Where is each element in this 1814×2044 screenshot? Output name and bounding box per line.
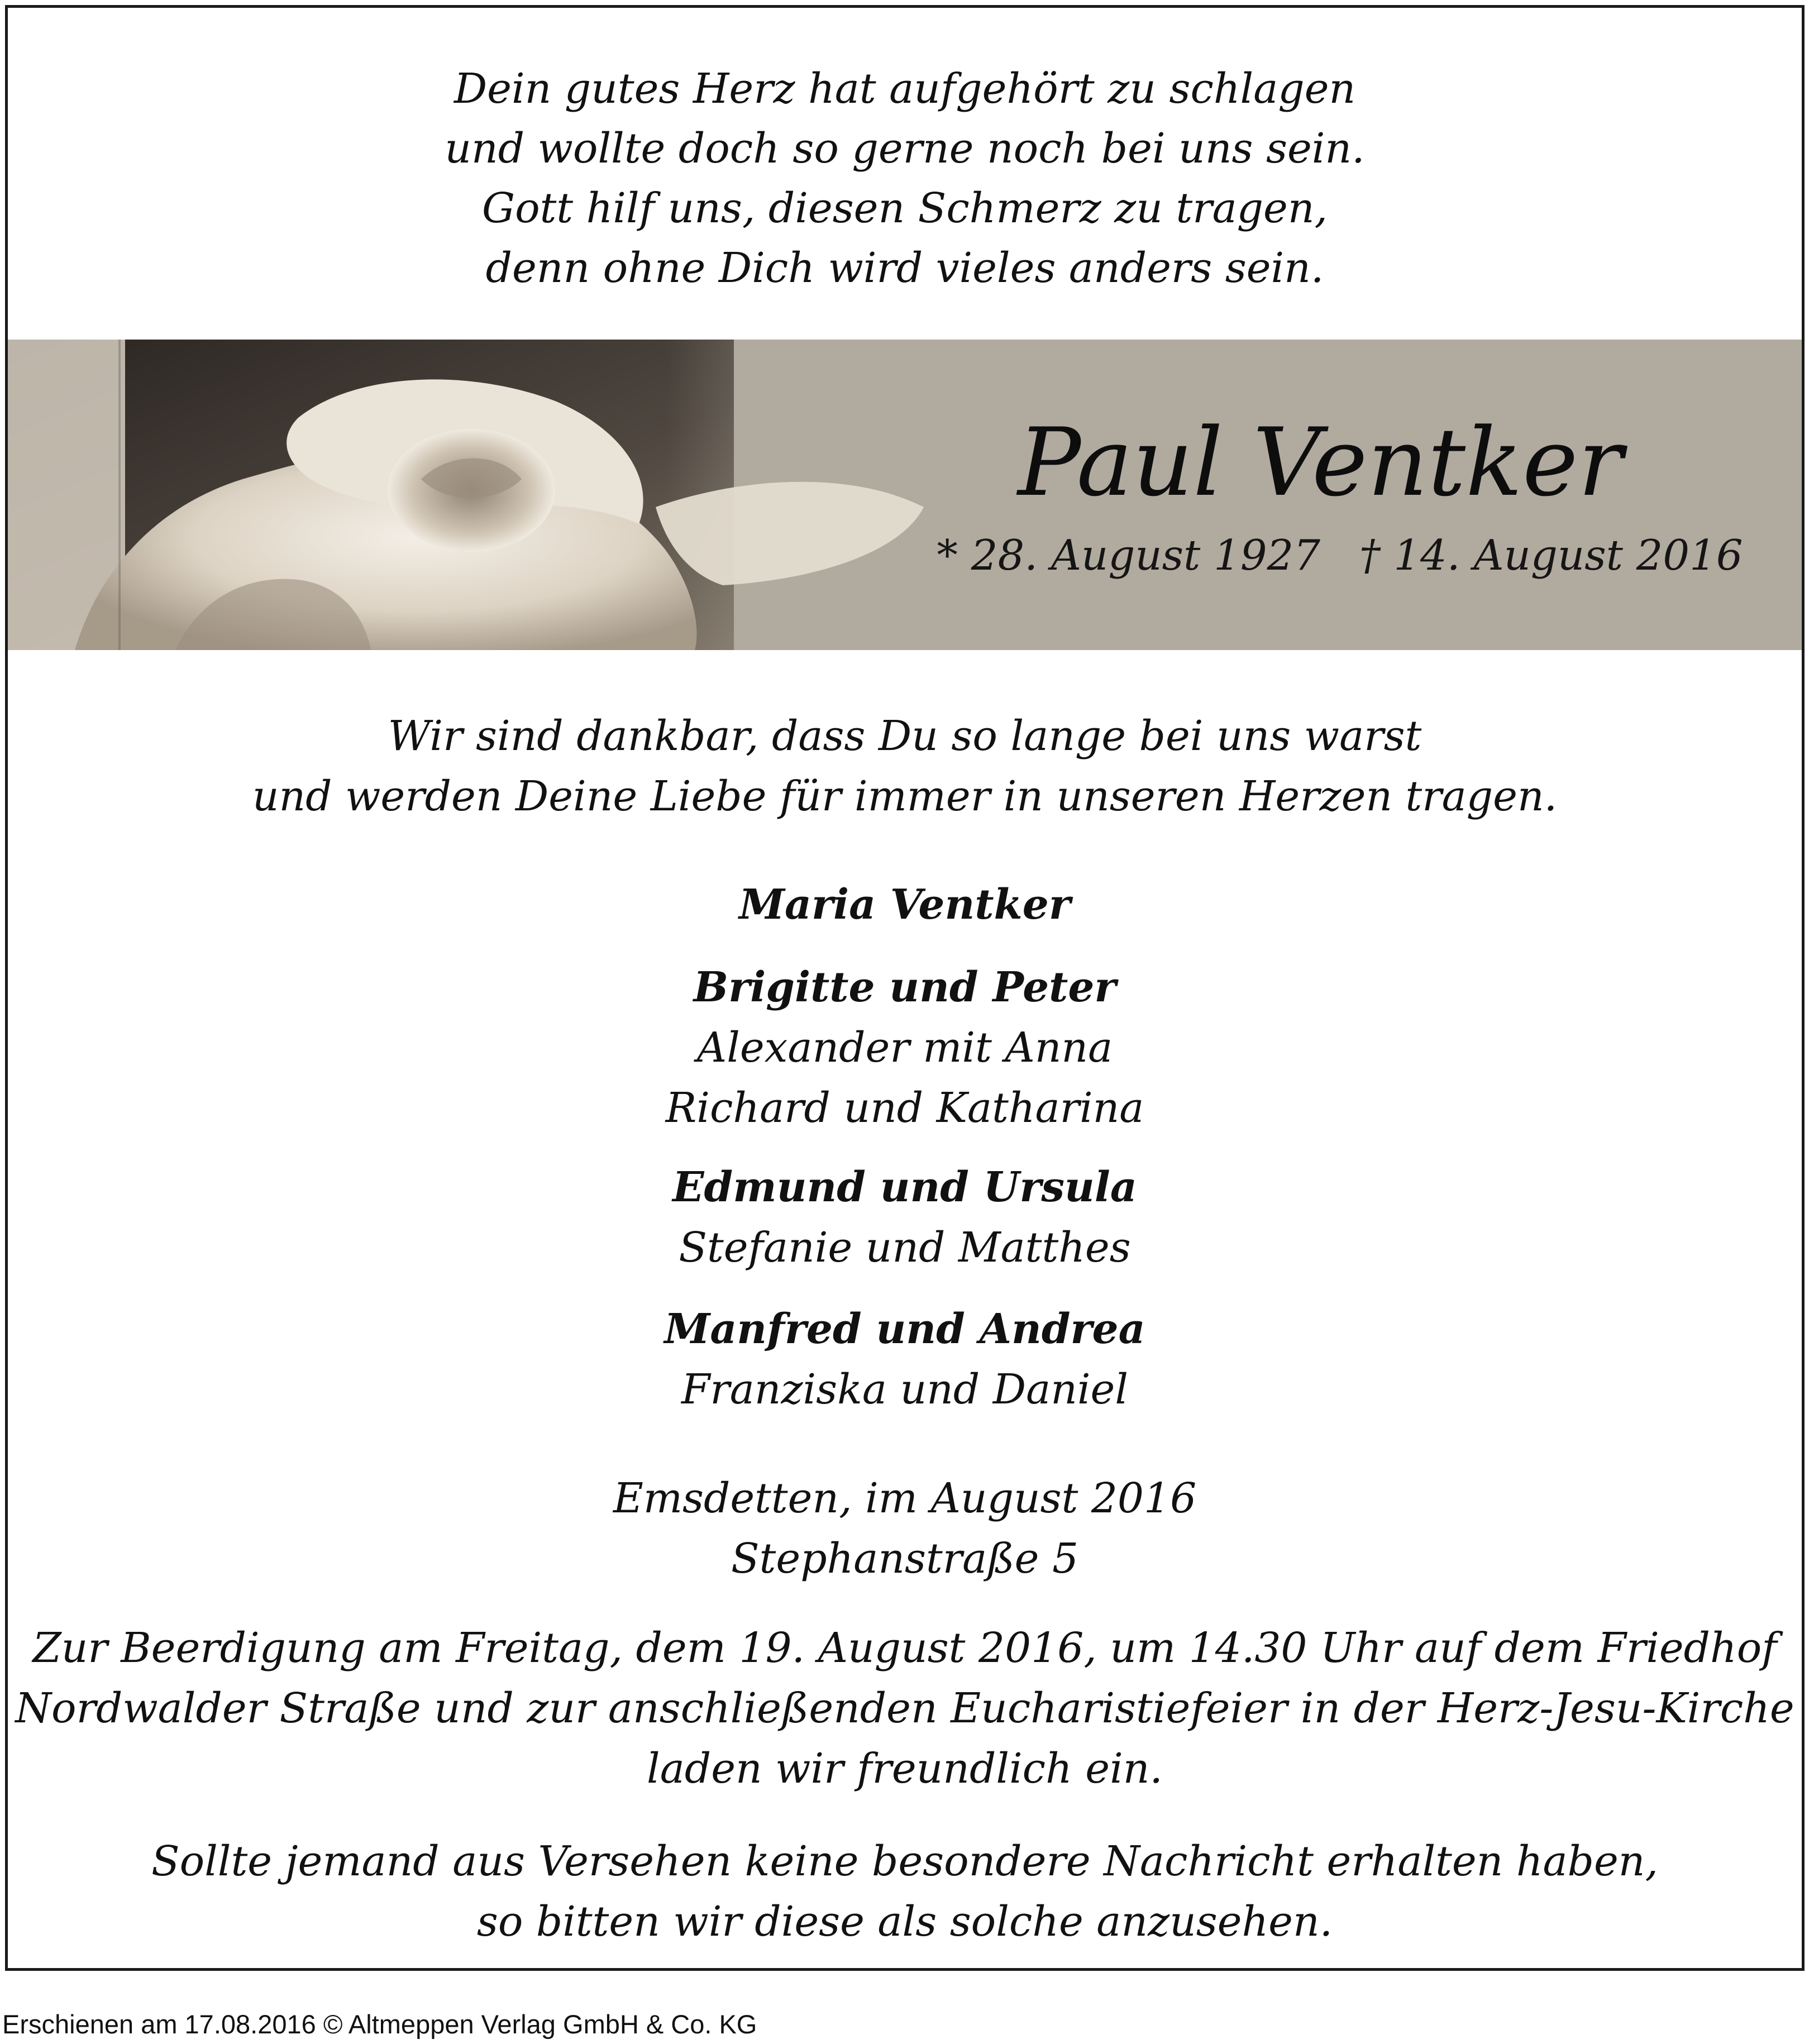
- funeral-line: laden wir freundlich ein.: [647, 1745, 1163, 1793]
- notice-line: so bitten wir diese als solche anzusehen.: [476, 1898, 1333, 1946]
- mourners-list: [8, 875, 1802, 935]
- funeral-line: Nordwalder Straße und zur anschließenden Eucharistiefeier in der Herz-Jesu-Kirche: [15, 1684, 1794, 1732]
- mourner-head: Manfred und Andrea: [664, 1305, 1145, 1353]
- life-dates: [913, 531, 1767, 580]
- gratitude-line: und werden Deine Liebe für immer in unseren Herzen tragen.: [252, 772, 1558, 820]
- mourner-line: Richard und Katharina: [665, 1084, 1144, 1132]
- verse-line: Dein gutes Herz hat aufgehört zu schlagen: [454, 65, 1356, 113]
- mourner-line: Franziska und Daniel: [681, 1365, 1129, 1413]
- place-and-address: [8, 1468, 1802, 1589]
- verse-line: denn ohne Dich wird vieles anders sein.: [485, 244, 1324, 292]
- mourners-group: [8, 1299, 1802, 1420]
- verse-line: und wollte doch so gerne noch bei uns sein.: [445, 125, 1365, 173]
- mourners-group: [8, 957, 1802, 1138]
- mourner-head: Brigitte und Peter: [693, 963, 1116, 1011]
- obituary-frame: [5, 5, 1805, 1971]
- deceased-name: Paul Ventker: [1018, 408, 1623, 517]
- gratitude-text: [8, 706, 1802, 827]
- mourner-head: Edmund und Ursula: [672, 1163, 1137, 1211]
- notice-text: [8, 1831, 1802, 1952]
- death-date: † 14. August 2016: [1359, 531, 1743, 580]
- street-address: Stephanstraße 5: [731, 1535, 1079, 1583]
- mourner-line: Alexander mit Anna: [696, 1024, 1113, 1072]
- mourner-widow: Maria Ventker: [739, 881, 1071, 929]
- rose-image: [8, 340, 974, 650]
- birth-date: * 28. August 1927: [937, 531, 1320, 580]
- mourners-group: [8, 1157, 1802, 1278]
- funeral-announcement: [8, 1618, 1802, 1799]
- memorial-verse: [8, 59, 1802, 298]
- notice-line: Sollte jemand aus Versehen keine besondere Nachricht erhalten haben,: [151, 1837, 1658, 1885]
- verse-line: Gott hilf uns, diesen Schmerz zu tragen,: [481, 184, 1328, 232]
- place-date: Emsdetten, im August 2016: [613, 1474, 1197, 1522]
- funeral-line: Zur Beerdigung am Freitag, dem 19. August 2016, um 14.30 Uhr auf dem Friedhof: [32, 1624, 1777, 1672]
- mourner-line: Stefanie und Matthes: [679, 1224, 1131, 1272]
- gratitude-line: Wir sind dankbar, dass Du so lange bei uns warst: [388, 712, 1422, 760]
- publication-footer: Erschienen am 17.08.2016 © Altmeppen Verlag GmbH & Co. KG: [2, 2009, 757, 2039]
